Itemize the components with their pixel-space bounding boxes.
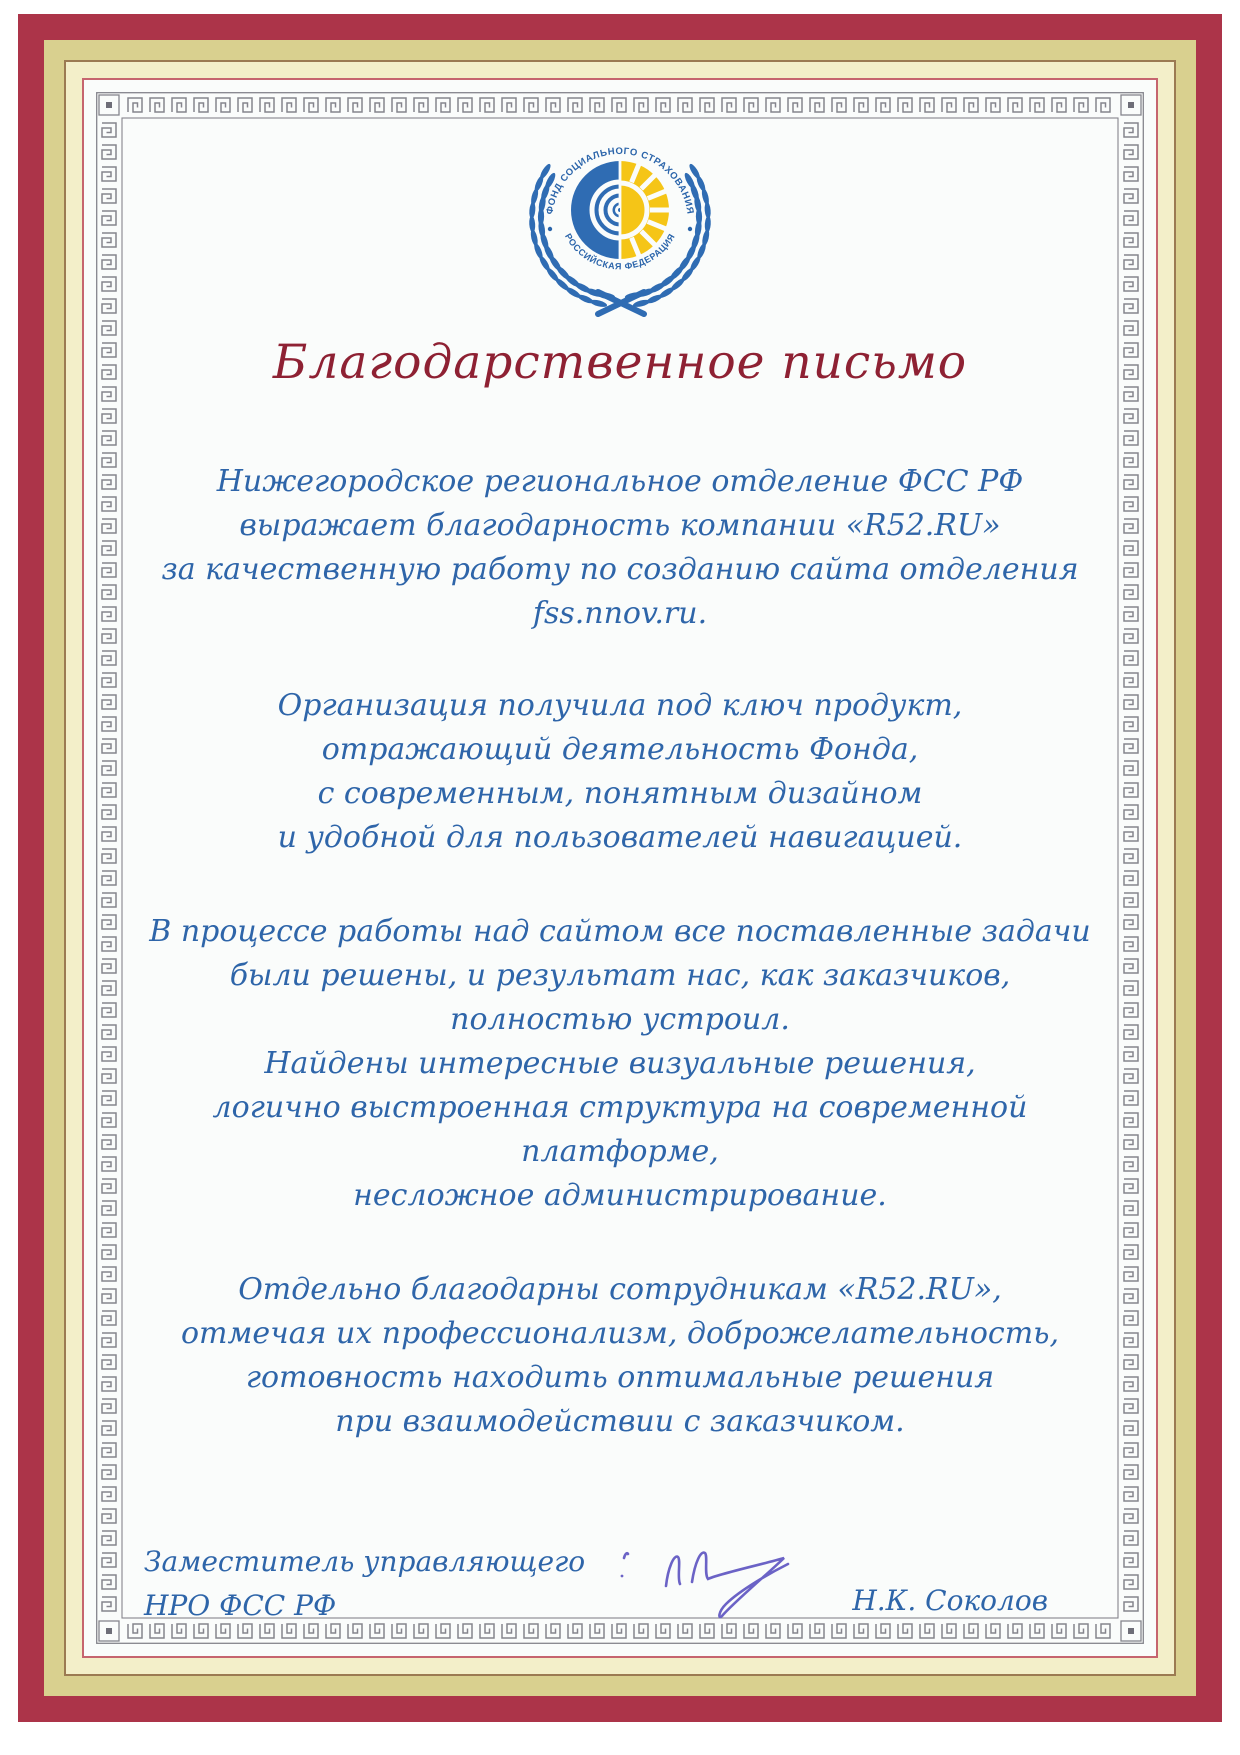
text-line: с современным, понятным дизайном	[317, 776, 923, 812]
text-line: за качественную работу по созданию сайта отделения	[161, 552, 1079, 588]
text-line: Отдельно благодарны сотрудникам «R52.RU»,	[238, 1272, 1002, 1308]
ring-separator-dot	[688, 227, 692, 231]
body-paragraph-1	[130, 460, 1110, 636]
body-paragraph-4	[130, 1268, 1110, 1444]
text-line: Организация получила под ключ продукт,	[277, 688, 963, 724]
emblem-top-text: ФОНД СОЦИАЛЬНОГО СТРАХОВАНИЯ	[544, 145, 696, 216]
certificate-title: Благодарственное письмо	[272, 335, 968, 390]
text-line: были решены, и результат нас, как заказчиков,	[229, 958, 1011, 994]
signatory-position-line1: Заместитель управляющего	[144, 1545, 586, 1579]
site-url-line: fss.nnov.ru.	[532, 596, 708, 632]
text-line: отмечая их профессионализм, доброжелательность,	[180, 1316, 1060, 1352]
certificate-content	[130, 120, 1110, 1623]
text-line: выражает благодарность компании «R52.RU»	[239, 508, 1001, 544]
text-line: полностью устроил.	[450, 1002, 790, 1038]
text-line: при взаимодействии с заказчиком.	[335, 1404, 905, 1440]
text-line: Найдены интересные визуальные решения,	[264, 1046, 976, 1082]
cream-border-band	[64, 60, 1176, 1676]
signature-autograph	[614, 1524, 824, 1634]
text-line: отражающий деятельность Фонда,	[321, 732, 919, 768]
body-paragraph-3	[130, 910, 1110, 1218]
text-line: Нижегородское региональное отделение ФСС РФ	[216, 464, 1024, 500]
emblem-bottom-text: РОССИЙСКАЯ ФЕДЕРАЦИЯ	[563, 231, 677, 272]
text-line: готовность находить оптимальные решения	[245, 1360, 995, 1396]
signatory-position	[144, 1540, 585, 1628]
signatory-name: Н.К. Соколов	[852, 1584, 1048, 1618]
body-paragraph-2	[130, 684, 1110, 860]
fss-emblem	[500, 134, 740, 330]
signature-block	[130, 1540, 1110, 1634]
text-line: несложное администрирование.	[353, 1178, 887, 1214]
outer-crimson-border	[18, 14, 1222, 1722]
text-line: В процессе работы над сайтом все поставленные задачи	[149, 914, 1091, 950]
khaki-border-band	[44, 40, 1196, 1696]
text-line: логично выстроенная структура на современной платформе,	[212, 1090, 1028, 1170]
ring-separator-dot	[548, 227, 552, 231]
certificate-paper	[82, 78, 1158, 1658]
emblem-circle	[571, 161, 670, 259]
signatory-position-line2: НРО ФСС РФ	[144, 1589, 337, 1623]
text-line: и удобной для пользователей навигацией.	[277, 820, 963, 856]
